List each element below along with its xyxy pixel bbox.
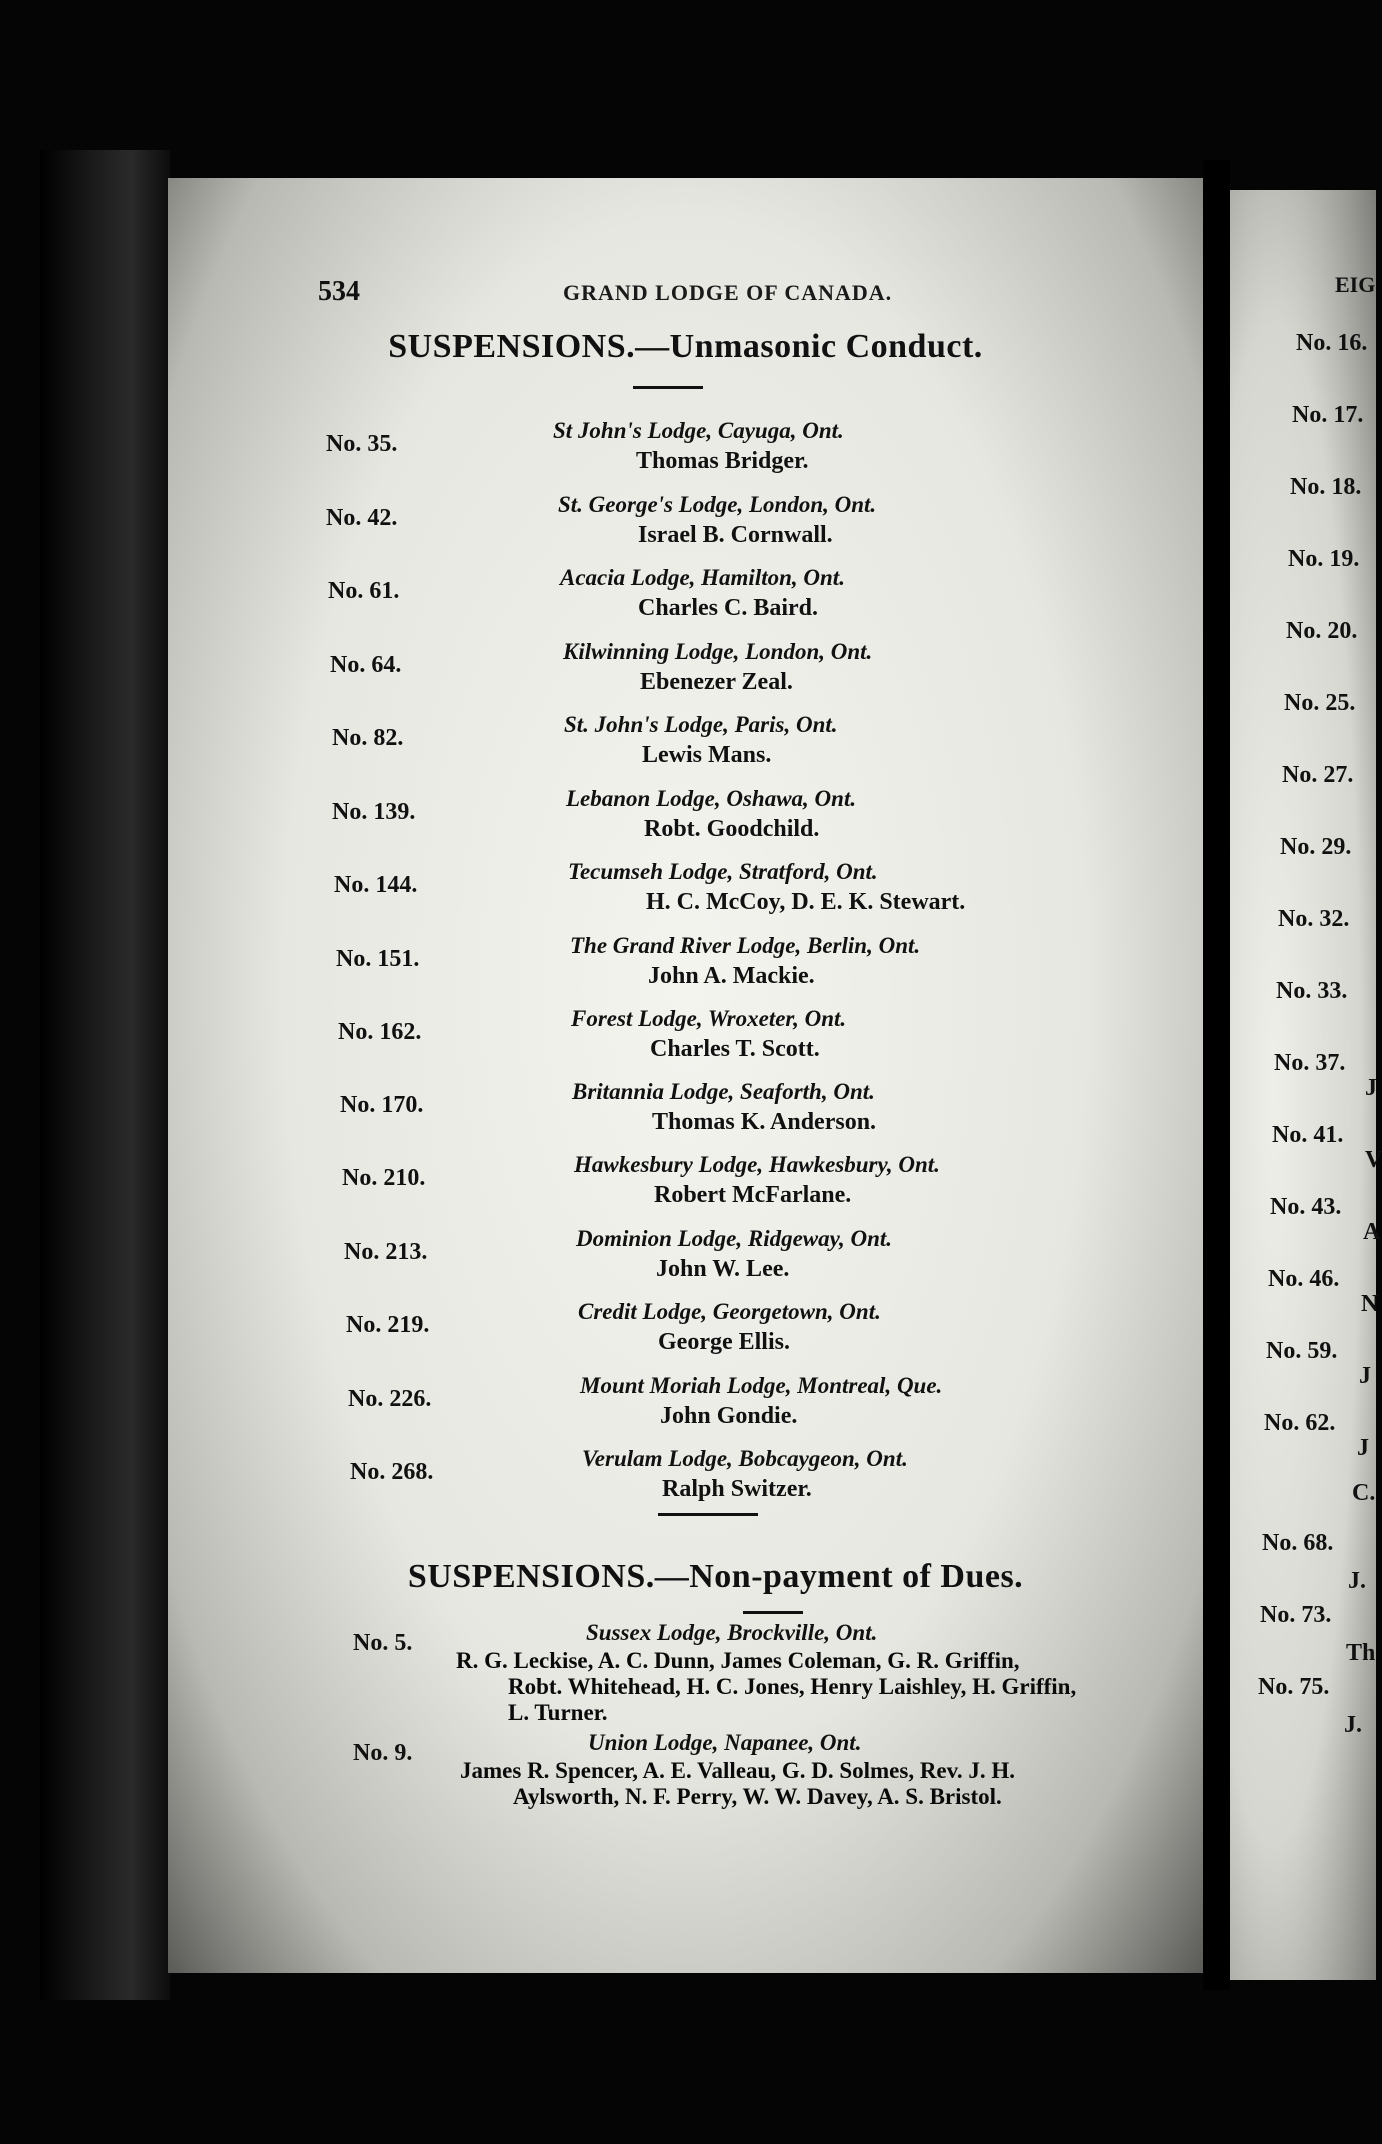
facing-text-fragment: J. [1348,1568,1366,1594]
book-binding-edge [40,150,170,2000]
lodge-number: No. 226. [348,1386,432,1412]
facing-entry-number: No. 75. [1258,1674,1330,1700]
member-names: Charles T. Scott. [650,1036,820,1062]
lodge-number: No. 210. [342,1165,426,1191]
facing-text-fragment: A [1363,1219,1381,1245]
lodge-name: Credit Lodge, Georgetown, Ont. [578,1299,881,1324]
facing-entry-number: No. 62. [1264,1410,1336,1436]
lodge-number: No. 170. [340,1092,424,1118]
lodge-name: Lebanon Lodge, Oshawa, Ont. [566,786,857,811]
lodge-number: No. 35. [326,431,398,457]
lodge-name: Sussex Lodge, Brockville, Ont. [586,1620,878,1645]
facing-entry-number: No. 25. [1284,690,1356,716]
lodge-name: St. George's Lodge, London, Ont. [558,492,877,517]
page-number: 534 [318,276,360,307]
member-names: H. C. McCoy, D. E. K. Stewart. [646,889,966,915]
lodge-number: No. 151. [336,946,420,972]
lodge-name: Hawkesbury Lodge, Hawkesbury, Ont. [574,1152,940,1177]
facing-text-fragment: J. [1344,1712,1362,1738]
facing-entry-number: No. 37. [1274,1050,1346,1076]
lodge-number: No. 162. [338,1019,422,1045]
lodge-name: St John's Lodge, Cayuga, Ont. [553,418,844,443]
lodge-number: No. 82. [332,725,404,751]
facing-entry-number: No. 20. [1286,618,1358,644]
lodge-number: No. 139. [332,799,416,825]
facing-entry-number: No. 33. [1276,978,1348,1004]
running-head: GRAND LODGE OF CANADA. [563,280,893,305]
facing-text-fragment: J [1357,1435,1369,1461]
facing-header-fragment: EIG [1335,272,1376,297]
lodge-number: No. 144. [334,872,418,898]
lodge-number: No. 61. [328,578,400,604]
facing-entry-number: No. 29. [1280,834,1352,860]
lodge-name: Britannia Lodge, Seaforth, Ont. [572,1079,875,1104]
facing-text-fragment: N [1361,1291,1379,1317]
lodge-name: Kilwinning Lodge, London, Ont. [563,639,873,664]
lodge-number: No. 213. [344,1239,428,1265]
member-names-line: L. Turner. [508,1700,608,1725]
lodge-number: No. 268. [350,1459,434,1485]
member-names: John W. Lee. [656,1256,790,1282]
facing-entry-number: No. 68. [1262,1530,1334,1556]
member-names-line: R. G. Leckise, A. C. Dunn, James Coleman, G. R. Griffin, [456,1648,1020,1673]
member-names-line: Robt. Whitehead, H. C. Jones, Henry Laishley, H. Griffin, [508,1674,1077,1699]
lodge-name: Tecumseh Lodge, Stratford, Ont. [568,859,878,884]
member-names: John Gondie. [660,1403,798,1429]
lodge-number: No. 9. [353,1740,413,1766]
member-names: Robt. Goodchild. [644,816,820,842]
page-header [318,276,1168,316]
facing-entry-number: No. 59. [1266,1338,1338,1364]
lodge-name: Dominion Lodge, Ridgeway, Ont. [576,1226,893,1251]
facing-text-fragment: J [1359,1363,1371,1389]
lodge-number: No. 5. [353,1630,413,1656]
heading-rule [743,1611,803,1614]
page-gutter [1203,160,1230,1990]
facing-text-fragment: J [1365,1075,1377,1101]
lodge-name: Union Lodge, Napanee, Ont. [588,1730,862,1755]
facing-entry-number: No. 18. [1290,474,1362,500]
member-names: George Ellis. [658,1329,790,1355]
lodge-name: The Grand River Lodge, Berlin, Ont. [570,933,921,958]
facing-entry-number: No. 17. [1292,402,1364,428]
facing-entry-number: No. 41. [1272,1122,1344,1148]
facing-text-fragment: V [1365,1147,1382,1173]
facing-entry-number: No. 32. [1278,906,1350,932]
facing-entry-number: No. 27. [1282,762,1354,788]
member-names: Lewis Mans. [642,742,772,768]
member-names: Charles C. Baird. [638,595,818,621]
book-page [168,178,1203,1973]
facing-entry-number: No. 73. [1260,1602,1332,1628]
member-names: Robert McFarlane. [654,1182,852,1208]
lodge-number: No. 42. [326,505,398,531]
facing-entry-number: No. 19. [1288,546,1360,572]
section-heading-unmasonic: SUSPENSIONS.—Unmasonic Conduct. [388,328,983,365]
facing-text-fragment: Th [1346,1640,1376,1666]
member-names: John A. Mackie. [648,963,815,989]
member-names-line: Aylsworth, N. F. Perry, W. W. Davey, A. S. Bristol. [513,1784,1002,1809]
section-divider [658,1513,758,1516]
section-heading-non-payment: SUSPENSIONS.—Non-payment of Dues. [407,1558,1024,1595]
member-names: Israel B. Cornwall. [638,522,833,548]
facing-entry-number: No. 46. [1268,1266,1340,1292]
lodge-name: St. John's Lodge, Paris, Ont. [564,712,838,737]
member-names: Ebenezer Zeal. [640,669,793,695]
lodge-name: Acacia Lodge, Hamilton, Ont. [560,565,845,590]
lodge-name: Verulam Lodge, Bobcaygeon, Ont. [582,1446,908,1471]
facing-entry-number: No. 16. [1296,330,1368,356]
member-names-line: James R. Spencer, A. E. Valleau, G. D. Solmes, Rev. J. H. [460,1758,1016,1783]
member-names: Thomas Bridger. [636,448,809,474]
heading-rule [633,386,703,389]
member-names: Thomas K. Anderson. [652,1109,877,1135]
facing-entry-number: No. 43. [1270,1194,1342,1220]
lodge-name: Forest Lodge, Wroxeter, Ont. [571,1006,847,1031]
lodge-number: No. 64. [330,652,402,678]
lodge-number: No. 219. [346,1312,430,1338]
lodge-name: Mount Moriah Lodge, Montreal, Que. [580,1373,943,1398]
facing-text-fragment: C. [1352,1480,1376,1506]
member-names: Ralph Switzer. [662,1476,812,1502]
facing-page-fragment [1230,190,1382,1980]
